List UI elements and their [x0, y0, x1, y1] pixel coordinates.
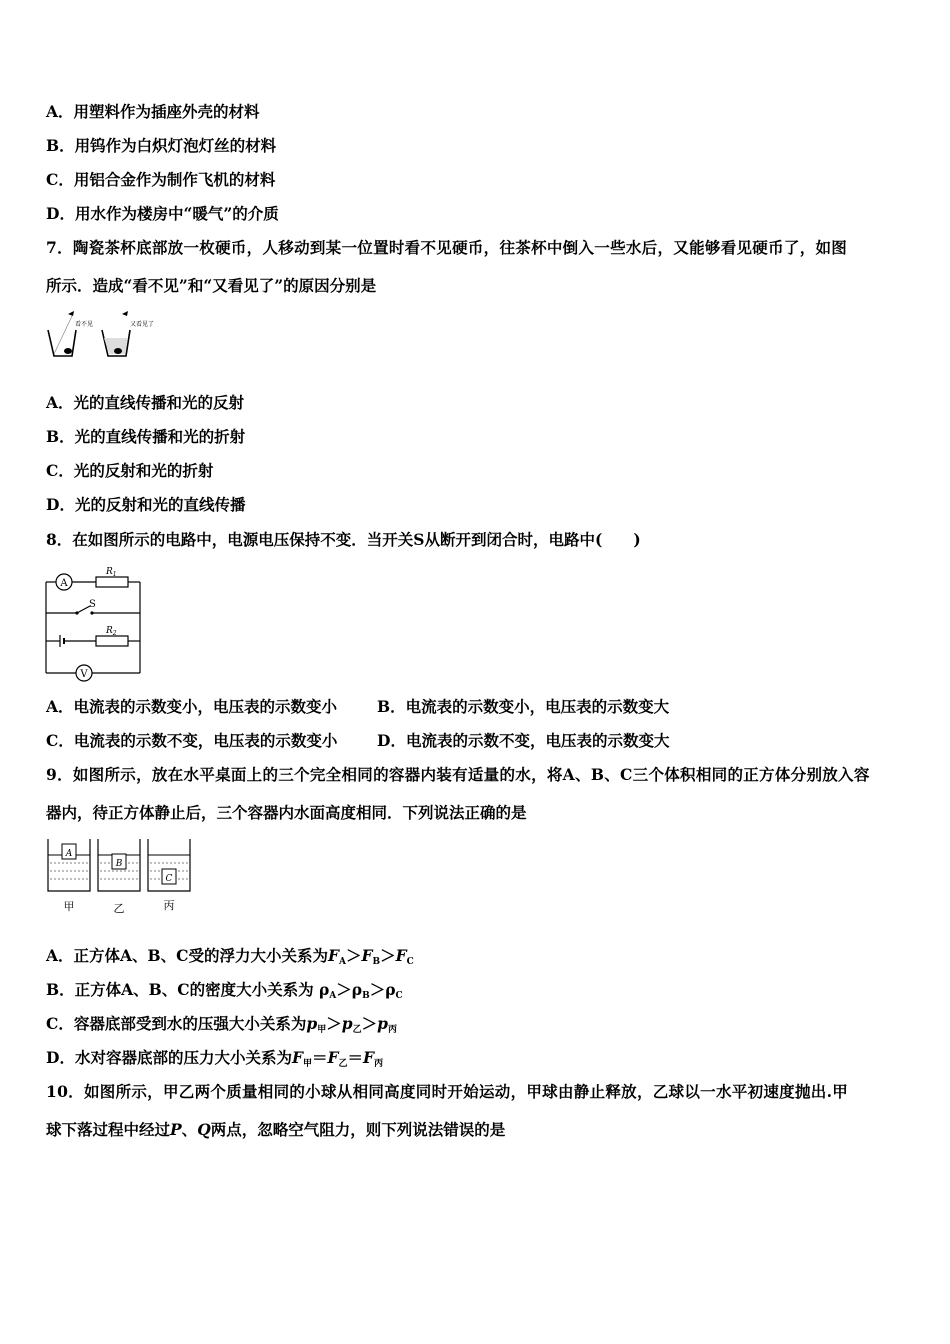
container-jia	[48, 839, 90, 913]
q8-ammeter-label: A	[60, 578, 68, 589]
q8-option-b: B．电流表的示数变小，电压表的示数变大	[377, 697, 670, 716]
q8-switch-label: S	[89, 599, 96, 610]
q7-option-b: B．光的直线传播和光的折射	[46, 427, 246, 446]
q9-option-a: A．正方体A、B、C受的浮力大小关系为$F_A>F_B>F_C$	[46, 946, 414, 967]
q9-block-c-label: C	[165, 874, 173, 884]
q9-option-b: B．正方体A、B、C的密度大小关系为 $\rho_A>\rho_B>\rho_C$	[46, 980, 403, 1001]
q8-voltmeter-label: V	[80, 669, 88, 680]
q9-label-jia: 甲	[63, 900, 75, 913]
q9-option-c: C．容器底部受到水的压强大小关系为$p_甲>p_乙>p_丙$	[46, 1014, 397, 1035]
q7-label-cant-see: 看不见	[75, 321, 94, 328]
q10-stem-line2: 球下落过程中经过P、Q两点，忽略空气阻力，则下列说法错误的是	[46, 1120, 506, 1139]
q7-option-d: D．光的反射和光的直线传播	[46, 495, 246, 514]
q8-option-c: C．电流表的示数不变，电压表的示数变小	[46, 731, 338, 750]
q9-figure-containers	[44, 835, 194, 917]
q8-circuit-diagram	[44, 563, 144, 683]
q6-option-b: B．用钨作为白炽灯泡灯丝的材料	[46, 136, 277, 155]
q7-option-c: C．光的反射和光的折射	[46, 461, 214, 480]
container-bing	[148, 839, 190, 912]
q7-stem-line1: 7．陶瓷茶杯底部放一枚硬币，人移动到某一位置时看不见硬币，往茶杯中倒入一些水后，又能够看见硬币了，如图	[46, 238, 848, 257]
q6-option-c: C．用铝合金作为制作飞机的材料	[46, 170, 276, 189]
q10-stem-line1: 10．如图所示，甲乙两个质量相同的小球从相同高度同时开始运动，甲球由静止释放，乙球以一水平初速度抛出.甲	[46, 1082, 849, 1101]
q8-r2-label: $R_2$	[106, 626, 117, 637]
q6-option-d: D．用水作为楼房中“暖气”的介质	[46, 204, 279, 223]
q7-stem-line2: 所示．造成“看不见”和“又看见了”的原因分别是	[46, 276, 377, 295]
q9-stem-line1: 9．如图所示，放在水平桌面上的三个完全相同的容器内装有适量的水，将A、B、C三个体积相同的正方体分别放入容	[46, 765, 870, 784]
container-yi	[98, 839, 140, 915]
q9-block-b-label: B	[115, 859, 123, 869]
q6-option-a: A．用塑料作为插座外壳的材料	[46, 102, 260, 121]
q9-block-a-label: A	[65, 849, 73, 859]
q8-option-a: A．电流表的示数变小，电压表的示数变小	[46, 697, 338, 716]
q8-stem: 8．在如图所示的电路中，电源电压保持不变．当开关S从断开到闭合时，电路中( )	[46, 530, 641, 549]
q9-label-yi: 乙	[113, 902, 125, 915]
q9-stem-line2: 器内，待正方体静止后，三个容器内水面高度相同．下列说法正确的是	[46, 803, 527, 822]
q9-option-d: D．水对容器底部的压力大小关系为$F_甲=F_乙=F_丙$	[46, 1048, 384, 1069]
q7-option-a: A．光的直线传播和光的反射	[46, 393, 245, 412]
q7-figure-cups	[44, 306, 174, 364]
q8-option-d: D．电流表的示数不变，电压表的示数变大	[377, 731, 670, 750]
q8-r1-label: $R_1$	[106, 567, 117, 578]
q7-label-see-again: 又看见了	[130, 321, 155, 328]
q9-label-bing: 丙	[163, 899, 175, 912]
